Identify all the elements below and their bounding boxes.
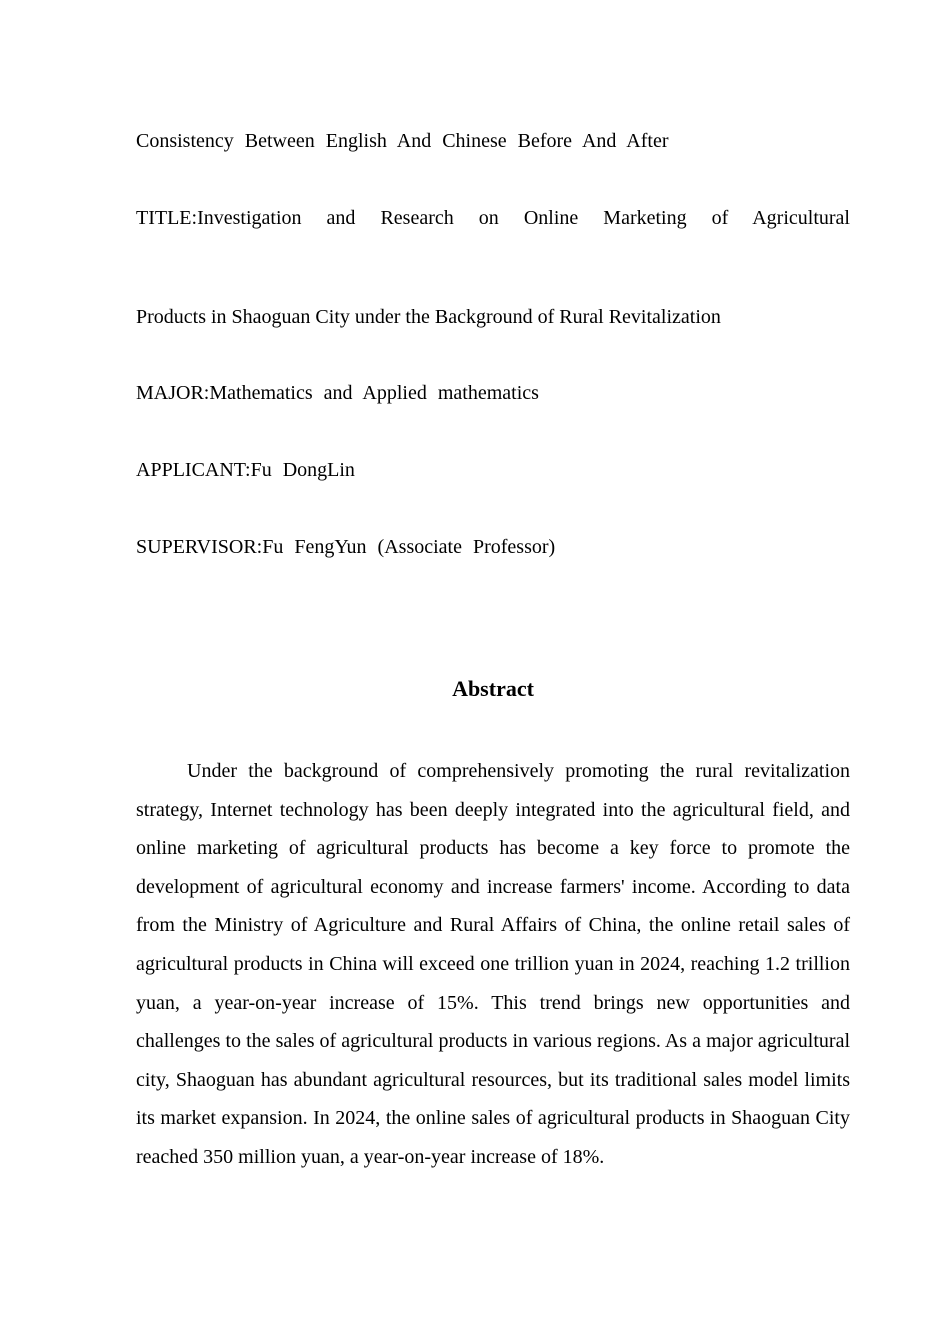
abstract-body: Under the background of comprehensively promoting the rural revitalization strategy, Internet technology has been deeply integrated into the agricultural field, and online marketing of agricultural products has become a key force to promote the development of agricultural economy and increase farmers' income. According to data from the Ministry of Agriculture and Rural Affairs of China, the online retail sales of agricultural products in China will exceed one trillion yuan in 2024, reaching 1.2 trillion yuan, a year-on-year increase of 15%. This trend brings new opportunities and challenges to the sales of agricultural products in various regions. As a major agricultural city, Shaoguan has abundant agricultural resources, but its traditional sales model limits its market expansion. In 2024, the online sales of agricultural products in Shaoguan City reached 350 million yuan, a year-on-year increase of 18%. [136,760,850,1168]
major-line: MAJOR:Mathematics and Applied mathematics [136,382,539,404]
thesis-title-line-1: TITLE:Investigation and Research on Online Marketing of Agricultural [136,207,850,229]
supervisor-line: SUPERVISOR:Fu FengYun (Associate Professor) [136,536,556,558]
abstract-heading: Abstract [452,676,534,701]
thesis-title-line-2: Products in Shaoguan City under the Background of Rural Revitalization [136,306,721,328]
applicant-line: APPLICANT:Fu DongLin [136,459,355,481]
cover-heading: Consistency Between English And Chinese Before And After [136,130,669,152]
